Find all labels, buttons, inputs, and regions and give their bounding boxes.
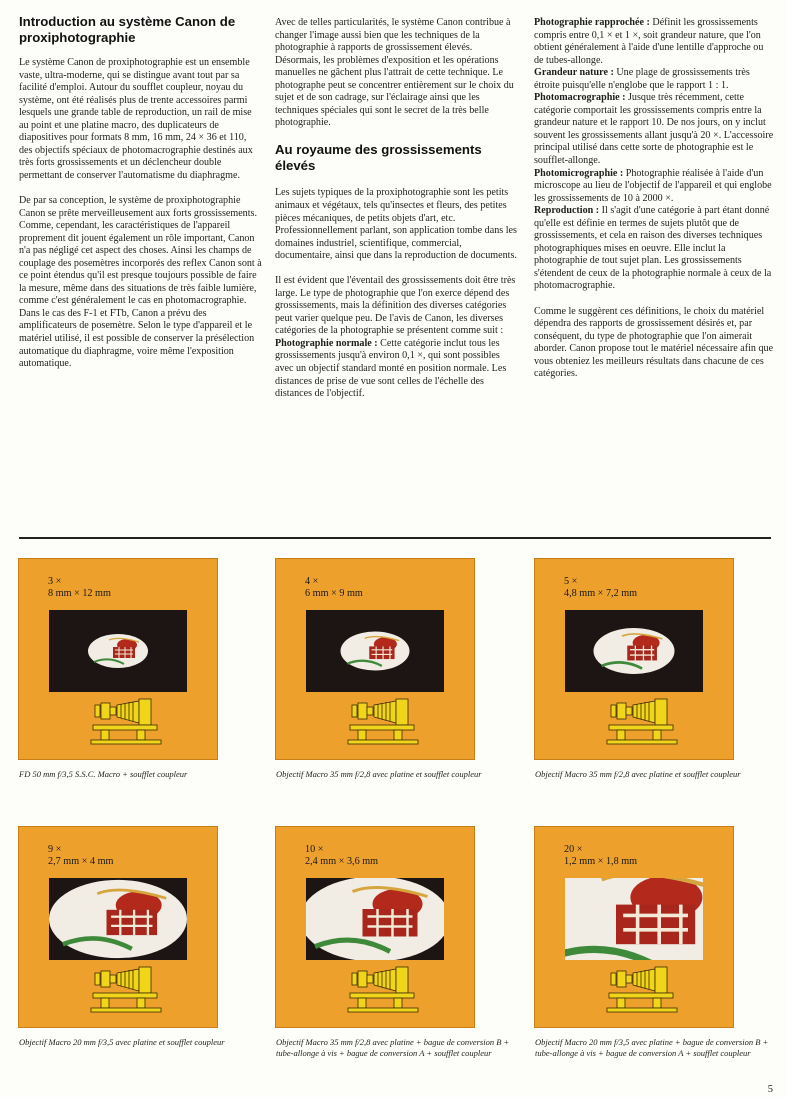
sample-photo-frame (565, 610, 703, 692)
col2-paragraph-3: Il est évident que l'éventail des grossissements doit être très large. Le type de photographie que l'on exerce dépend des grossissements, mais la définition des diverses catégories peut varier quelque peu. De l'avis de Canon, les diverses catégories de la photographie se présentent comme suit : Photographie normale : Cette catégorie inclut tous les grossissements jusqu'à environ 0,1 ×, qui sont possibles avec un objectif standard monté en position normale. Les distances de prise de vue sont celles de l'échelle des distances de l'objectif. (275, 275, 516, 400)
sample-photo (565, 610, 703, 692)
magnification-factor: 5 × (564, 576, 578, 587)
section-divider (19, 537, 771, 539)
equipment-diagram (87, 965, 167, 1020)
sample-photo (306, 610, 444, 692)
definition-grandeur-nature: Grandeur nature : Une plage de grossissements très étroite puisqu'elle n'englobe que le rapport 1 : 1. (534, 67, 750, 91)
field-size: 6 mm × 9 mm (305, 588, 363, 600)
field-size: 4,8 mm × 7,2 mm (564, 588, 638, 600)
sample-photo-frame (306, 610, 444, 692)
sample-photo-frame (49, 878, 187, 960)
magnification-panel (534, 558, 734, 760)
magnification-label (305, 576, 363, 601)
intro-paragraph-1: Le système Canon de proxiphotographie est un ensemble vaste, ultra-moderne, qui se distingue avant tout par sa facilité d'emploi. Autour du soufflet coupleur, noyau du système, ont été réalisés plus de trente accessoires parmi lesquels une grande table de reproduction, un rail de mise au point et une platine macro, des duplicateurs de diapositives pour formats 8 mm, 16 mm, 24 × 36 et 110, des objectifs spéciaux de photomacrographie destinés aux très forts grossissements et un déclencheur double permettant de conserver l'automatisme du diaphragme. (19, 57, 253, 181)
magnification-panel (534, 826, 734, 1028)
lens-bellows-diagram (344, 697, 424, 752)
definition-reproduction: Reproduction : Il s'agit d'une catégorie à part étant donné qu'elle est définie en termes de sujets plutôt que de grossissements, et cela en raison des diverses techniques photographiques mises en oeuvre. Elle inclut la photographie de tout sujet plan. Les grossissements s'étendent de ceux de la photographie normale à ceux de la photomacrographie. (534, 205, 772, 292)
equipment-diagram (603, 697, 683, 752)
sample-photo (565, 878, 703, 960)
field-size: 8 mm × 12 mm (48, 588, 111, 600)
page-number: 5 (767, 1084, 773, 1095)
text-column-3 (534, 17, 774, 381)
sample-photo-frame (49, 610, 187, 692)
col2-paragraph-1: Avec de telles particularités, le système Canon contribue à changer l'image aussi bien que les techniques de la photographie à rapports de grossissement élevés. Désormais, les problèmes d'exposition et les opérations manuelles ne gâchent plus l'attrait de cette technique. Le photographe peut se concentrer entièrement sur le choix du sujet et de son cadrage, sur l'éclairage ainsi que les techniques spéciales qui sont le secret de la très belle photographie. (275, 17, 514, 129)
intro-paragraph-2: De par sa conception, le système de proxiphotographie Canon se prête merveilleusement aux forts grossissements. Comme, cependant, les caractéristiques de l'appareil proprement dit jouent également un rôle important, Canon n'a pas négligé cet aspect des choses. Ainsi les champs de couplage des posemètres incorporés des reflex Canon sont à ce point étendus qu'il est presque toujours possible de faire la mesure, même dans des situations de très faible lumière, comme c'est généralement le cas en photomacrographie. Dans le cas des F-1 et FTb, Canon a prévu des amplificateurs de posemètre. Selon le type d'appareil et le matériel utilisé, il est possible de conserver la présélection automatique du diaphragme, voire même l'exposition automatique. (19, 194, 262, 370)
sample-photo (49, 878, 187, 960)
magnification-heading: Au royaume des grossissements élevés (275, 142, 482, 173)
magnification-label (48, 844, 113, 869)
text-column-1 (19, 14, 262, 383)
magnification-label (564, 844, 637, 869)
magnification-factor: 9 × (48, 844, 62, 855)
equipment-diagram (344, 697, 424, 752)
lens-bellows-diagram (603, 965, 683, 1020)
lens-bellows-diagram (603, 697, 683, 752)
magnification-label (48, 576, 111, 601)
magnification-factor: 3 × (48, 576, 62, 587)
magnification-label (305, 844, 378, 869)
panel-caption: Objectif Macro 20 mm f/3,5 avec platine + bague de conversion B + tube-allonge à vis + bague de conversion A + soufflet coupleur (535, 1037, 769, 1059)
conclusion-paragraph: Comme le suggèrent ces définitions, le choix du matériel dépendra des rapports de grossissement désirés et, par conséquent, du type de photographie que l'on aimerait aborder. Canon propose tout le matériel nécessaire afin que vous obteniez les meilleurs résultats dans chacune de ces catégories. (534, 305, 774, 380)
panel-caption: Objectif Macro 35 mm f/2,8 avec platine + bague de conversion B + tube-allonge à vis + bague de conversion A + soufflet coupleur (276, 1037, 510, 1059)
definition-photomacrographie: Photomacrographie : Jusque très récemment, cette catégorie comportait les grossissements compris entre la grandeur nature et le rapport 10. De nos jours, on y inclut souvent les grossissements allant jusqu'à 20 ×. L'accessoire principal utilisé dans cette sorte de photographie est le soufflet-allonge. (534, 92, 774, 167)
magnification-factor: 20 × (564, 844, 583, 855)
sample-photo-frame (306, 878, 444, 960)
term-photographie-normale: Photographie normale : (275, 337, 378, 349)
panel-caption: Objectif Macro 35 mm f/2,8 avec platine et soufflet coupleur (276, 769, 482, 779)
sample-photo (306, 878, 444, 960)
sample-photo (49, 610, 187, 692)
magnification-panel (275, 826, 475, 1028)
definition-photomicrographie: Photomicrographie : Photographie réalisée à l'aide d'un microscope au lieu de l'objectif de l'appareil et qui englobe les grossissements de 10 à 2000 ×. (534, 167, 772, 204)
lens-bellows-diagram (87, 965, 167, 1020)
col2-paragraph-2: Les sujets typiques de la proxiphotographie sont les petits animaux et végétaux, tels qu'insectes et fleurs, des petites pièces mécaniques, de petits objets d'art, etc. Professionnellement parlant, son application tombe dans les domaines industriel, scientifique, commercial, documentaire, ainsi que dans la reproduction de documents. (275, 187, 517, 262)
lens-bellows-diagram (344, 965, 424, 1020)
magnification-factor: 4 × (305, 576, 319, 587)
sample-photo-frame (565, 878, 703, 960)
equipment-diagram (603, 965, 683, 1020)
lens-bellows-diagram (87, 697, 167, 752)
panel-caption: FD 50 mm f/3,5 S.S.C. Macro + soufflet coupleur (19, 769, 188, 779)
panel-caption: Objectif Macro 20 mm f/3,5 avec platine et soufflet coupleur (19, 1037, 225, 1047)
intro-heading: Introduction au système Canon de proxiphotographie (19, 14, 236, 45)
equipment-diagram (87, 697, 167, 752)
text-column-2 (275, 17, 520, 413)
field-size: 2,7 mm × 4 mm (48, 856, 114, 868)
field-size: 2,4 mm × 3,6 mm (305, 856, 379, 868)
equipment-diagram (344, 965, 424, 1020)
magnification-panel (275, 558, 475, 760)
magnification-panel (18, 826, 218, 1028)
field-size: 1,2 mm × 1,8 mm (564, 856, 638, 868)
definition-rapprochee: Photographie rapprochée : Définit les grossissements compris entre 0,1 × et 1 ×, soit grandeur nature, que l'on obtient généralement à l'aide d'une lentille d'approche ou de tubes-allonge. (534, 17, 764, 66)
magnification-factor: 10 × (305, 844, 324, 855)
magnification-panel (18, 558, 218, 760)
magnification-label (564, 576, 637, 601)
panel-caption: Objectif Macro 35 mm f/2,8 avec platine et soufflet coupleur (535, 769, 741, 779)
